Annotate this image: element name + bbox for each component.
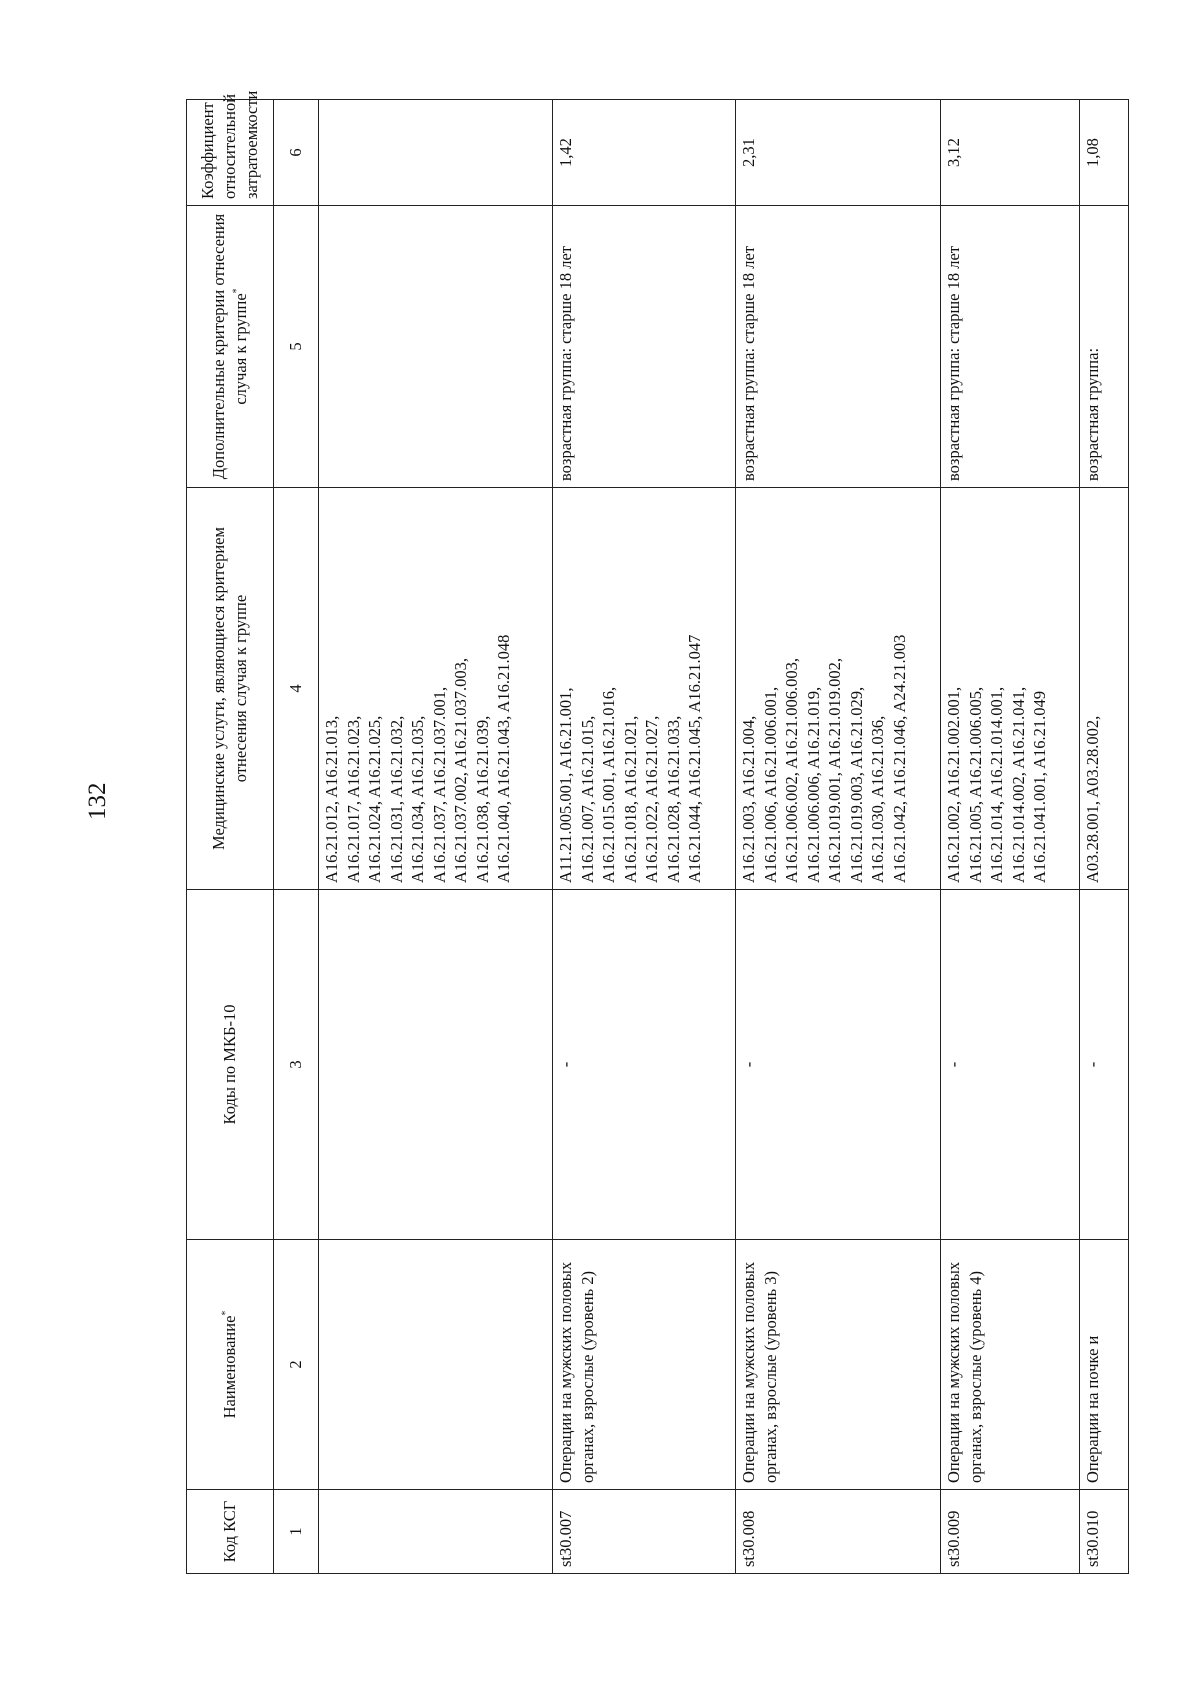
service-line: A16.21.024, A16.21.025, xyxy=(365,715,384,883)
cell-mkb: - xyxy=(553,890,736,1240)
service-line: A16.21.044, A16.21.045, A16.21.047 xyxy=(685,634,704,883)
column-number-row xyxy=(274,100,319,1574)
cell-criteria: возрастная группа: старше 18 лет xyxy=(941,206,1080,488)
page-number: 132 xyxy=(84,782,111,820)
cell-name xyxy=(319,1240,553,1490)
cell-code xyxy=(319,1490,553,1574)
column-number: 4 xyxy=(274,488,319,890)
cell-services xyxy=(1080,488,1129,890)
column-number: 5 xyxy=(274,206,319,488)
cell-code: st30.008 xyxy=(736,1490,941,1574)
service-line: A16.21.037.002, A16.21.037.003, xyxy=(451,657,470,883)
service-line: A16.21.040, A16.21.043, A16.21.048 xyxy=(494,634,513,883)
cell-mkb: - xyxy=(1080,890,1129,1240)
cell-coef: 1,08 xyxy=(1080,100,1129,206)
cell-criteria: возрастная группа: xyxy=(1080,206,1129,488)
cell-criteria xyxy=(319,206,553,488)
header-name: Наименование* xyxy=(187,1240,274,1490)
service-line: A16.21.030, A16.21.036, xyxy=(868,715,887,883)
cell-mkb: - xyxy=(941,890,1080,1240)
cell-code: st30.010 xyxy=(1080,1490,1129,1574)
cell-coef: 2,31 xyxy=(736,100,941,206)
service-line: A16.21.006.002, A16.21.006.003, xyxy=(782,657,801,883)
service-line: A16.21.006.006, A16.21.019, xyxy=(803,686,823,883)
header-criteria: Дополнительные критерии отнесения случая к группе* xyxy=(187,206,274,488)
ksg-table xyxy=(186,90,1129,1574)
service-line: A16.21.012, A16.21.013, xyxy=(322,715,341,883)
column-number: 1 xyxy=(274,1490,319,1574)
header-code: Код КСГ xyxy=(187,1490,274,1574)
cell-code: st30.007 xyxy=(553,1490,736,1574)
service-line: A11.21.005.001, A16.21.001, xyxy=(556,687,575,883)
cell-coef: 1,42 xyxy=(553,100,736,206)
table-row xyxy=(941,100,1080,1574)
column-number: 2 xyxy=(274,1240,319,1490)
cell-criteria: возрастная группа: старше 18 лет xyxy=(553,206,736,488)
cell-mkb: - xyxy=(736,890,941,1240)
cell-coef xyxy=(319,100,553,206)
rotated-table-container xyxy=(186,90,1110,1574)
cell-services xyxy=(941,488,1080,890)
cell-services xyxy=(736,488,941,890)
header-row xyxy=(187,100,274,1574)
table-row xyxy=(553,100,736,1574)
service-line: A16.21.002, A16.21.002.001, xyxy=(944,686,963,883)
cell-name: Операции на мужских половых органах, взрослые (уровень 3) xyxy=(736,1240,941,1490)
service-line: A16.21.014, A16.21.014.001, xyxy=(987,686,1006,883)
service-line: A16.21.007, A16.21.015, xyxy=(577,715,597,883)
header-coef: Коэффициент относительной затратоемкости xyxy=(187,100,274,206)
service-line: A16.21.022, A16.21.027, xyxy=(642,715,661,883)
service-line: A16.21.038, A16.21.039, xyxy=(472,715,492,883)
table-row xyxy=(1080,100,1129,1574)
column-number: 6 xyxy=(274,100,319,206)
service-line: A16.21.018, A16.21.021, xyxy=(620,715,640,883)
service-line: A16.21.041.001, A16.21.049 xyxy=(1030,690,1049,883)
service-line: A16.21.017, A16.21.023, xyxy=(343,715,363,883)
service-line: A16.21.028, A16.21.033, xyxy=(663,715,683,883)
table-row xyxy=(319,100,553,1574)
service-line: A16.21.005, A16.21.006.005, xyxy=(965,686,985,883)
service-line: A16.21.019.001, A16.21.019.002, xyxy=(825,657,844,883)
header-services: Медицинские услуги, являющиеся критерием отнесения случая к группе xyxy=(187,488,274,890)
service-line: A16.21.034, A16.21.035, xyxy=(408,715,427,883)
cell-code: st30.009 xyxy=(941,1490,1080,1574)
cell-name: Операции на мужских половых органах, взрослые (уровень 4) xyxy=(941,1240,1080,1490)
service-line: A16.21.015.001, A16.21.016, xyxy=(599,686,618,883)
service-line: A16.21.019.003, A16.21.029, xyxy=(846,686,866,883)
cell-criteria: возрастная группа: старше 18 лет xyxy=(736,206,941,488)
cell-coef: 3,12 xyxy=(941,100,1080,206)
service-line: A16.21.042, A16.21.046, A24.21.003 xyxy=(889,634,909,883)
column-number: 3 xyxy=(274,890,319,1240)
service-line: A03.28.001, A03.28.002, xyxy=(1083,715,1102,883)
header-mkb: Коды по МКБ-10 xyxy=(187,890,274,1240)
cell-services xyxy=(553,488,736,890)
service-line: A16.21.006, A16.21.006.001, xyxy=(760,686,780,883)
cell-services xyxy=(319,488,553,890)
service-line: A16.21.037, A16.21.037.001, xyxy=(429,686,449,883)
service-line: A16.21.031, A16.21.032, xyxy=(386,715,406,883)
service-line: A16.21.003, A16.21.004, xyxy=(739,715,758,883)
table-row xyxy=(736,100,941,1574)
service-line: A16.21.014.002, A16.21.041, xyxy=(1008,686,1028,883)
cell-name: Операции на мужских половых органах, взрослые (уровень 2) xyxy=(553,1240,736,1490)
cell-name: Операции на почке и xyxy=(1080,1240,1129,1490)
cell-mkb xyxy=(319,890,553,1240)
